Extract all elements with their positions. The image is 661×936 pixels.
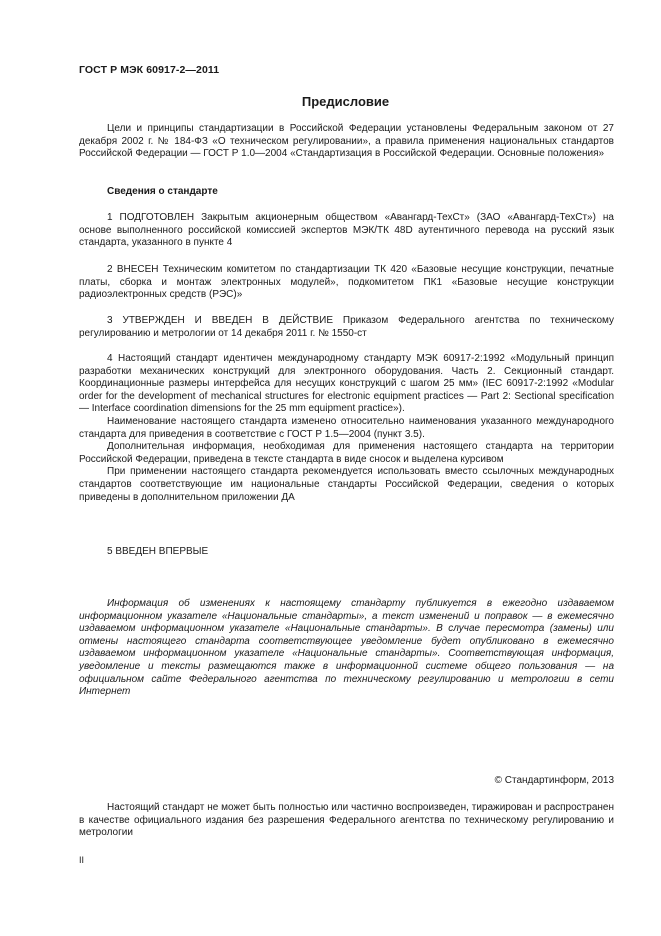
intro-paragraph: Цели и принципы стандартизации в Российской Федерации установлены Федеральным законом от 27 декабря 2002 г. № 184-ФЗ «О техническом регулировании», а правила применения национальных стандартов Российской Федерации — ГОСТ Р 1.0—2004 «Стандартизация в Российской Федерации. Основные положения» xyxy=(79,123,614,160)
page-title: Предисловие xyxy=(301,94,390,109)
notice-paragraph: Информация об изменениях к настоящему стандарту публикуется в ежегодно издаваемом информационном указателе «Национальные стандарты», а текст изменений и поправок — в ежемесячно издаваемом информационном указателе «Национальные стандарты». В случае пересмотра (замены) или отмены настоящего стандарта соответствующее уведомление будет опубликовано в ежемесячно издаваемом информационном указателе «Национальные стандарты». Соответствующая информация, уведомление и тексты размещаются также в информационной системе общего пользования — на официальном сайте Федерального агентства по техническому регулированию и метрологии в сети Интернет xyxy=(79,598,614,698)
item-2 xyxy=(79,264,614,302)
item-4-paragraph-3: Дополнительная информация, необходимая для применения настоящего стандарта на территории Российской Федерации, приведена в тексте стандарта в виде сносок и выделена курсивом xyxy=(79,441,614,465)
item-1 xyxy=(79,212,614,250)
item-2-paragraph: 2 ВНЕСЕН Техническим комитетом по стандартизации ТК 420 «Базовые несущие конструкции, печатные платы, сборка и монтаж электронных модулей», подкомитетом ПК1 «Базовые несущие конструкции радиоэлектронных средств (РЭС)» xyxy=(79,264,614,301)
item-5: 5 ВВЕДЕН ВПЕРВЫЕ xyxy=(107,546,209,557)
rights-paragraph: Настоящий стандарт не может быть полностью или частично воспроизведен, тиражирован и распространен в качестве официального издания без разрешения Федерального агентства по техническому регулированию и метрологии xyxy=(79,802,614,839)
item-3-paragraph: 3 УТВЕРЖДЕН И ВВЕДЕН В ДЕЙСТВИЕ Приказом Федерального агентства по техническому регулированию и метрологии от 14 декабря 2011 г. № 1550-ст xyxy=(79,315,614,339)
notice-section xyxy=(79,598,614,699)
item-4-paragraph-4: При применении настоящего стандарта рекомендуется использовать вместо ссылочных международных стандартов соответствующие им национальные стандарты Российской Федерации, сведения о которых приведены в дополнительном приложении ДА xyxy=(79,466,614,503)
rights-section xyxy=(79,802,614,840)
item-1-paragraph: 1 ПОДГОТОВЛЕН Закрытым акционерным обществом «Авангард-ТехСт» (ЗАО «Авангард-ТехСт») на основе выполненного российской комиссией экспертов МЭК/ТК 48D аутентичного перевода на русский язык стандарта, указанного в пункте 4 xyxy=(79,212,614,249)
item-3 xyxy=(79,315,614,340)
section-subheading: Сведения о стандарте xyxy=(107,186,218,197)
copyright-line: © Стандартинформ, 2013 xyxy=(494,775,614,786)
intro-section xyxy=(79,123,614,161)
page-number: II xyxy=(79,855,85,865)
item-4-paragraph-2: Наименование настоящего стандарта изменено относительно наименования указанного международного стандарта для приведения в соответствие с ГОСТ Р 1.5—2004 (пункт 3.5). xyxy=(79,415,614,440)
item-4 xyxy=(79,353,614,504)
item-4-paragraph-1: 4 Настоящий стандарт идентичен международному стандарту МЭК 60917-2:1992 «Модульный принцип разработки механических конструкций для электронного оборудования. Часть 2. Секционный стандарт. Координационные размеры интерфейса для несущих конструкций с шагом 25 мм» (IEC 60917-2:1992 «Modular order for the development of mechanical structures for electronic equipment practices — Part 2: Sectional specification — Interface coordination dimensions for the 25 mm equipment practice»). xyxy=(79,353,614,415)
document-header: ГОСТ Р МЭК 60917-2—2011 xyxy=(79,64,220,76)
